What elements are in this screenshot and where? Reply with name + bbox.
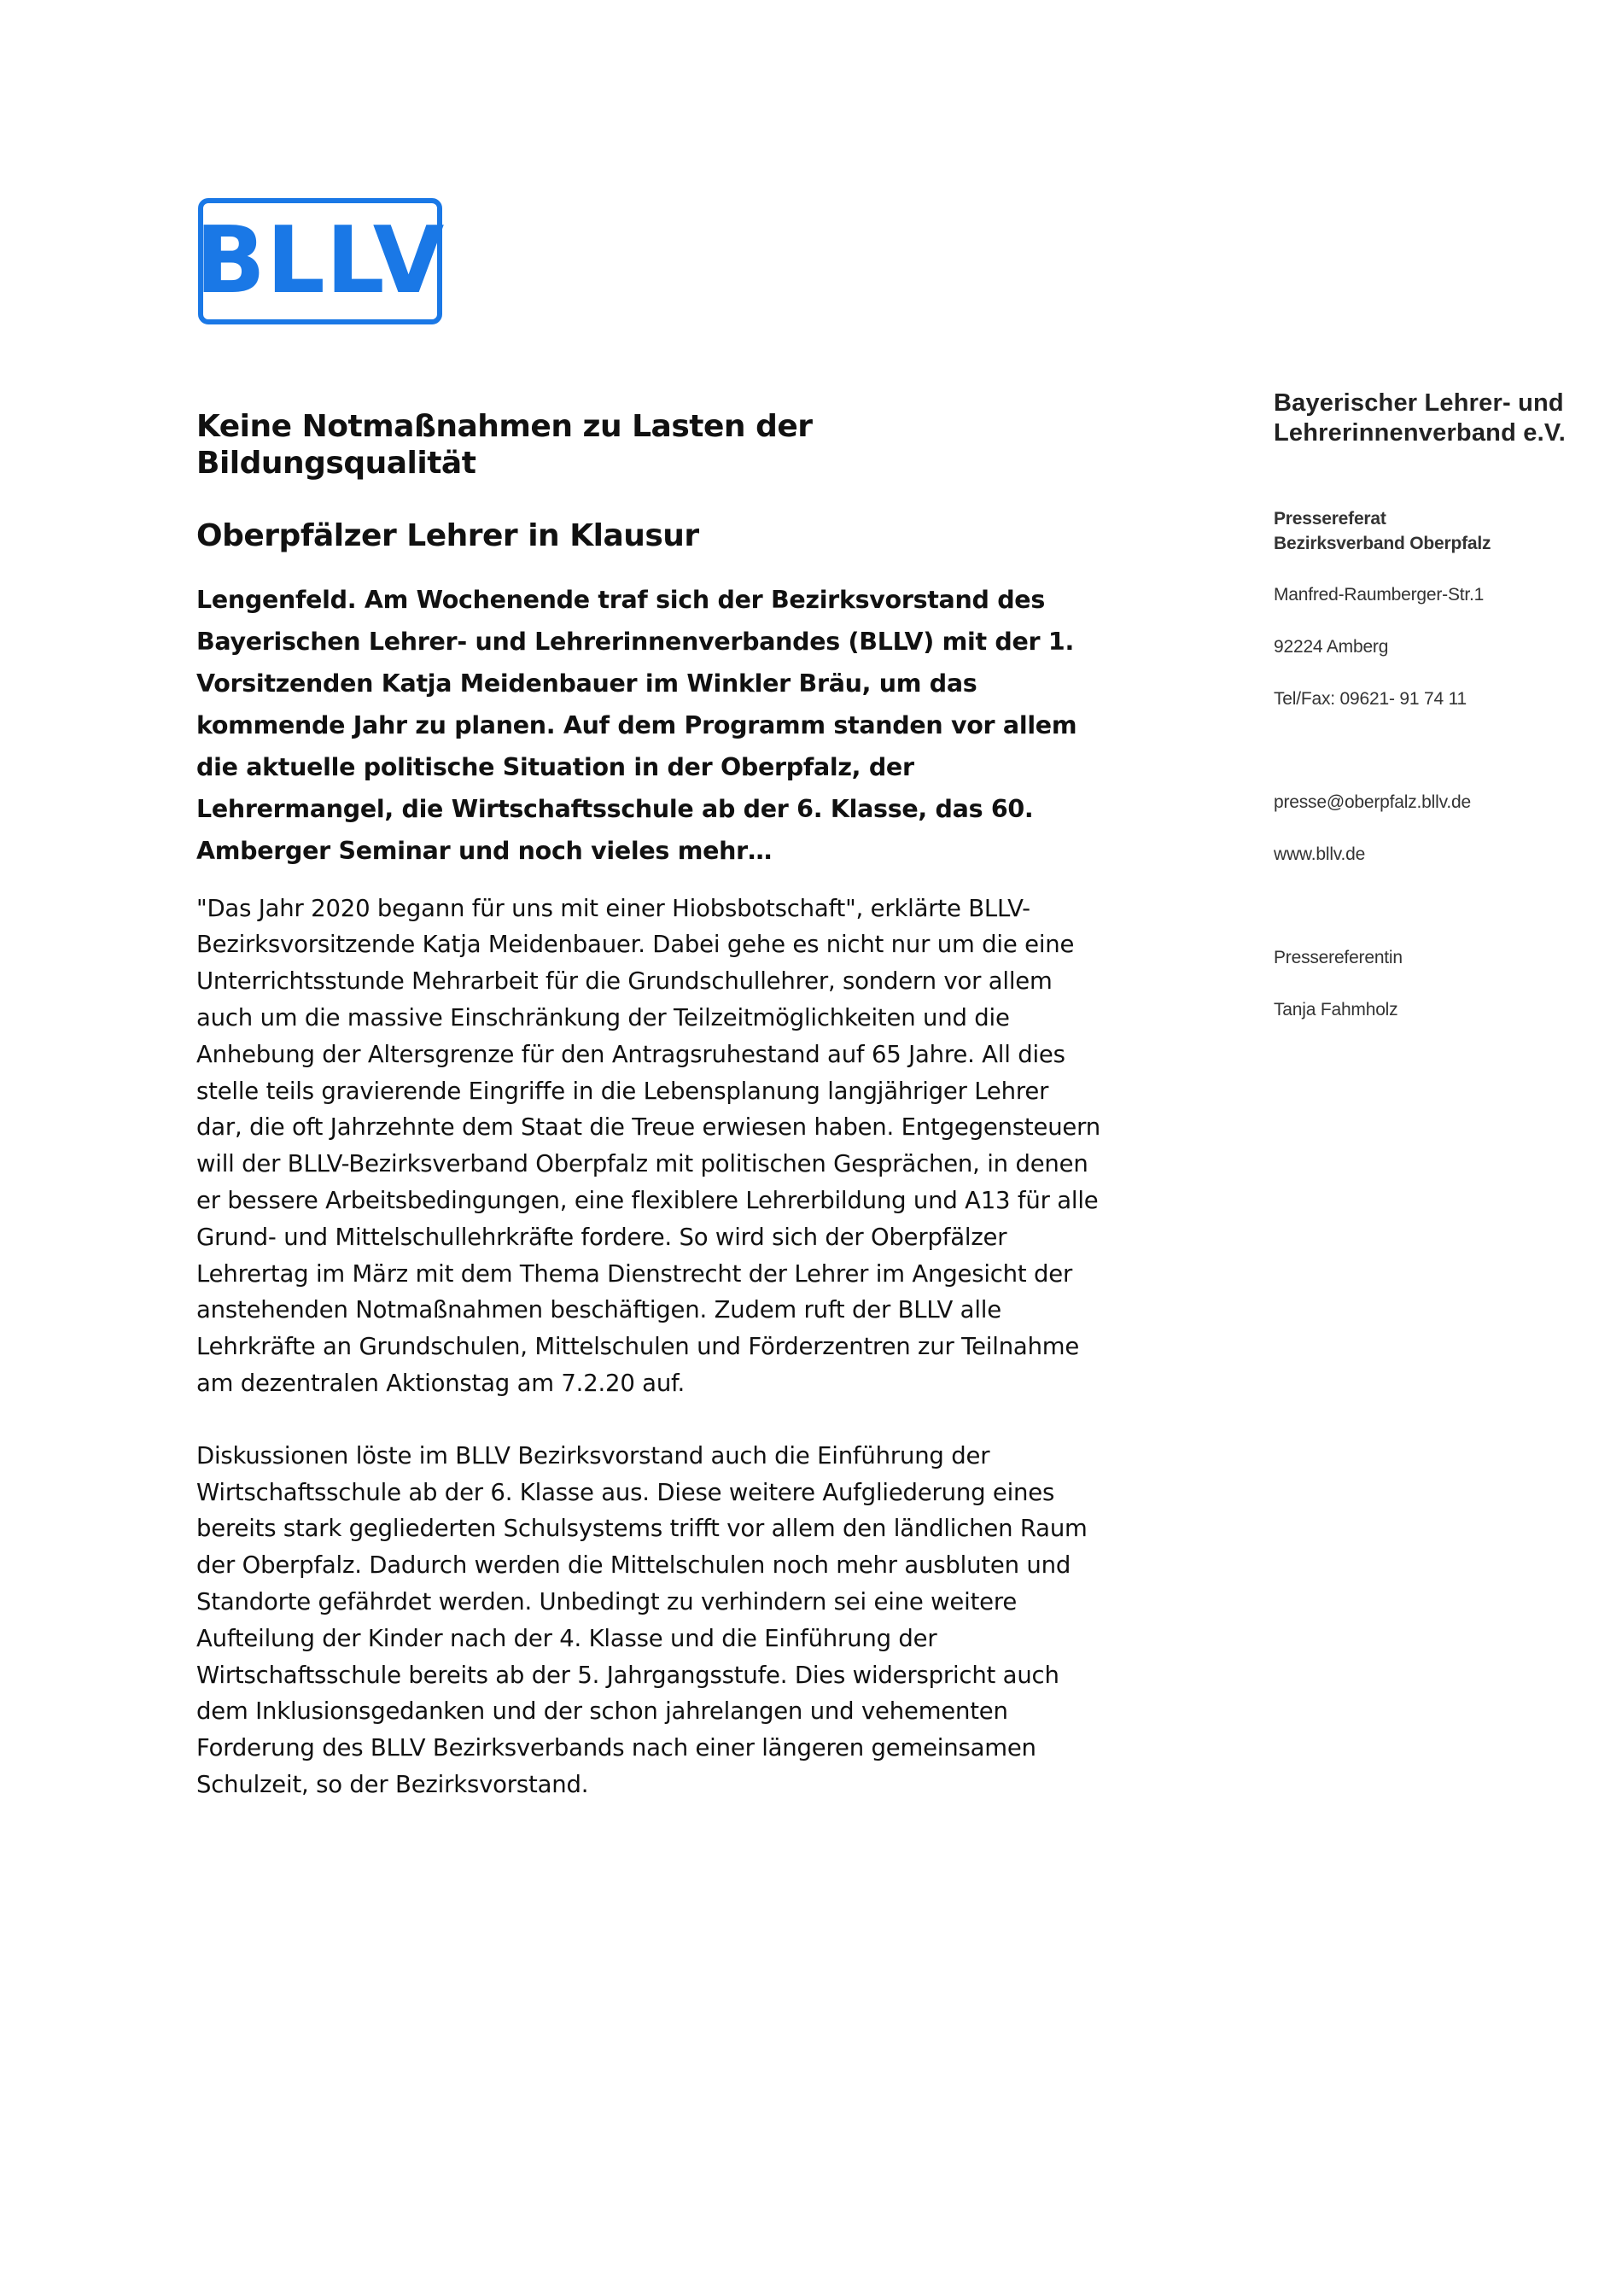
phone-fax: Tel/Fax: 09621- 91 74 11: [1274, 689, 1467, 709]
body-paragraph-2: Diskussionen löste im BLLV Bezirksvorstand auch die Einführung der Wirtschaftsschule ab der 6. Klasse aus. Diese weitere Aufgliederung eines bereits stark gegliederten Schulsystems trifft vor allem den ländlichen Raum der Oberpfalz. Dadurch werden die Mittelschulen noch mehr ausbluten und Standorte gefährdet werden. Unbedingt zu verhindern sei eine weitere Aufteilung der Kinder nach der 4. Klasse und die Einführung der Wirtschaftsschule bereits ab der 5. Jahrgangsstufe. Dies widerspricht auch dem Inklusionsgedanken und der schon jahrelangen und vehementen Forderung des BLLV Bezirksverbands nach einer längeren gemeinsamen Schulzeit, so der Bezirksvorstand.: [196, 1441, 1088, 1798]
city-address: 92224 Amberg: [1274, 637, 1389, 657]
bllv-logo: [195, 198, 446, 324]
lead-paragraph: Lengenfeld. Am Wochenende traf sich der Bezirksvorstand des Bayerischen Lehrer- und Lehrerinnenverbandes (BLLV) mit der 1. Vorsitzenden Katja Meidenbauer im Winkler Bräu, um das kommende Jahr zu planen. Auf dem Programm standen vor allem die aktuelle politische Situation in der Oberpfalz, der Lehrermangel, die Wirtschaftsschule ab der 6. Klasse, das 60. Amberger Seminar und noch vieles mehr…: [196, 585, 1077, 865]
contact-name: Tanja Fahmholz: [1274, 1000, 1398, 1019]
contact-sidebar: [1274, 389, 1615, 1022]
department-line-2: Bezirksverband Oberpfalz: [1274, 534, 1491, 553]
website-link[interactable]: www.bllv.de: [1274, 844, 1366, 864]
contact-role: Pressereferentin: [1274, 948, 1403, 967]
org-name-line-1: Bayerischer Lehrer- und: [1274, 389, 1564, 417]
article: [196, 393, 1101, 1803]
logo-text: BLLV: [195, 207, 446, 314]
subheadline: Oberpfälzer Lehrer in Klausur: [196, 518, 699, 554]
email-link[interactable]: presse@oberpfalz.bllv.de: [1274, 792, 1471, 812]
org-name-line-2: Lehrerinnenverband e.V.: [1274, 419, 1566, 447]
department-line-1: Pressereferat: [1274, 509, 1386, 529]
street-address: Manfred-Raumberger-Str.1: [1274, 585, 1485, 605]
body-paragraph-1: "Das Jahr 2020 begann für uns mit einer Hiobsbotschaft", erklärte BLLV-Bezirksvorsitzende Katja Meidenbauer. Dabei gehe es nicht nur um die eine Unterrichtsstunde Mehrarbeit für die Grundschullehrer, sondern vor allem auch um die massive Einschränkung der Teilzeitmöglichkeiten und die Anhebung der Altersgrenze für den Antragsruhestand auf 65 Jahre. All dies stelle teils gravierende Eingriffe in die Lebensplanung langjähriger Lehrer dar, die oft Jahrzehnte dem Staat die Treue erwiesen haben. Entgegensteuern will der BLLV-Bezirksverband Oberpfalz mit politischen Gesprächen, in denen er bessere Arbeitsbedingungen, eine flexiblere Lehrerbildung und A13 für alle Grund- und Mittelschullehrkräfte fordere. So wird sich der Oberpfälzer Lehrertag im März mit dem Thema Dienstrecht der Lehrer im Angesicht der anstehenden Notmaßnahmen beschäftigen. Zudem ruft der BLLV alle Lehrkräfte an Grundschulen, Mittelschulen und Förderzentren zur Teilnahme am dezentralen Aktionstag am 7.2.20 auf.: [196, 894, 1101, 1397]
headline: Keine Notmaßnahmen zu Lasten der Bildungsqualität: [196, 409, 813, 482]
